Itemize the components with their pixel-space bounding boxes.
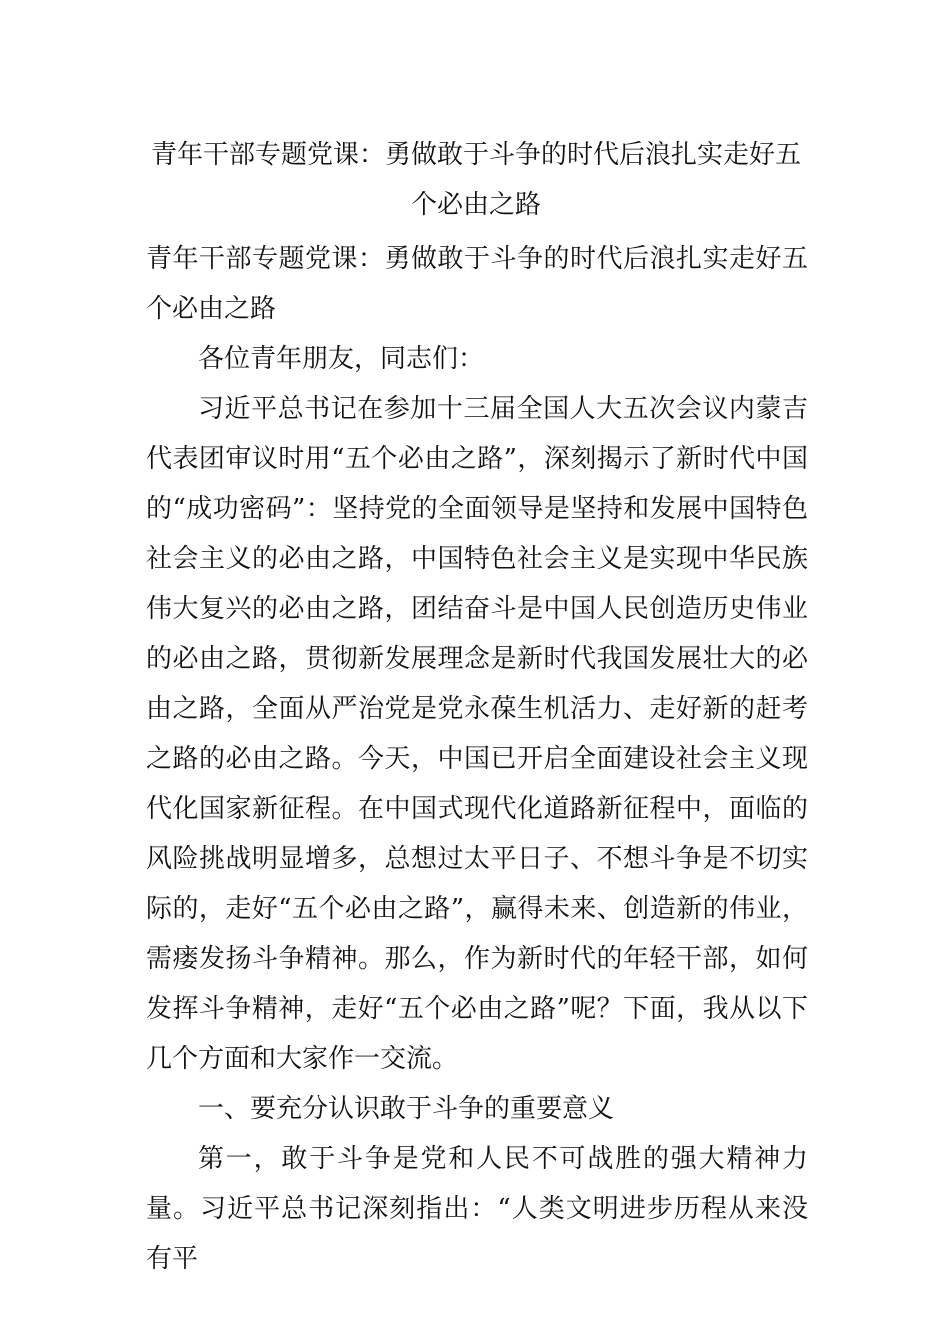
document-body xyxy=(146,234,808,1284)
document-title: 青年干部专题党课：勇做敢于斗争的时代后浪扎实走好五个必由之路 xyxy=(150,140,801,220)
paragraph-repeated-title: 青年干部专题党课：勇做敢于斗争的时代后浪扎实走好五个必由之路 xyxy=(146,244,808,324)
paragraph-introduction: 习近平总书记在参加十三届全国人大五次会议内蒙吉代表团审议时用“五个必由之路”，深刻揭示了新时代中国的“成功密码”：坚持党的全面领导是坚持和发展中国特色社会主义的必由之路，中国特色社会主义是实现中华民族伟大复兴的必由之路，团结奋斗是中国人民创造历史伟业的必由之路，贯彻新发展理念是新时代我国发展壮大的必由之路，全面从严治党是党永葆生机活力、走好新的赶考之路的必由之路。今天，中国已开启全面建设社会主义现代化国家新征程。在中国式现代化道路新征程中，面临的风险挑战明显增多，总想过太平日子、不想斗争是不切实际的，走好“五个必由之路”，赢得未来、创造新的伟业，需瘘发扬斗争精神。那么，作为新时代的年轻干部，如何发挥斗争精神，走好“五个必由之路”呢？下面，我从以下几个方面和大家作一交流。 xyxy=(146,394,808,1074)
section-heading-one: 一、要充分认识敢于斗争的重要意义 xyxy=(198,1094,615,1124)
paragraph-greeting: 各位青年朋友，同志们： xyxy=(198,344,485,374)
paragraph-point-one: 第一，敢于斗争是党和人民不可战胜的强大精神力量。习近平总书记深刻指出：“人类文明进步历程从来没有平 xyxy=(146,1144,808,1274)
